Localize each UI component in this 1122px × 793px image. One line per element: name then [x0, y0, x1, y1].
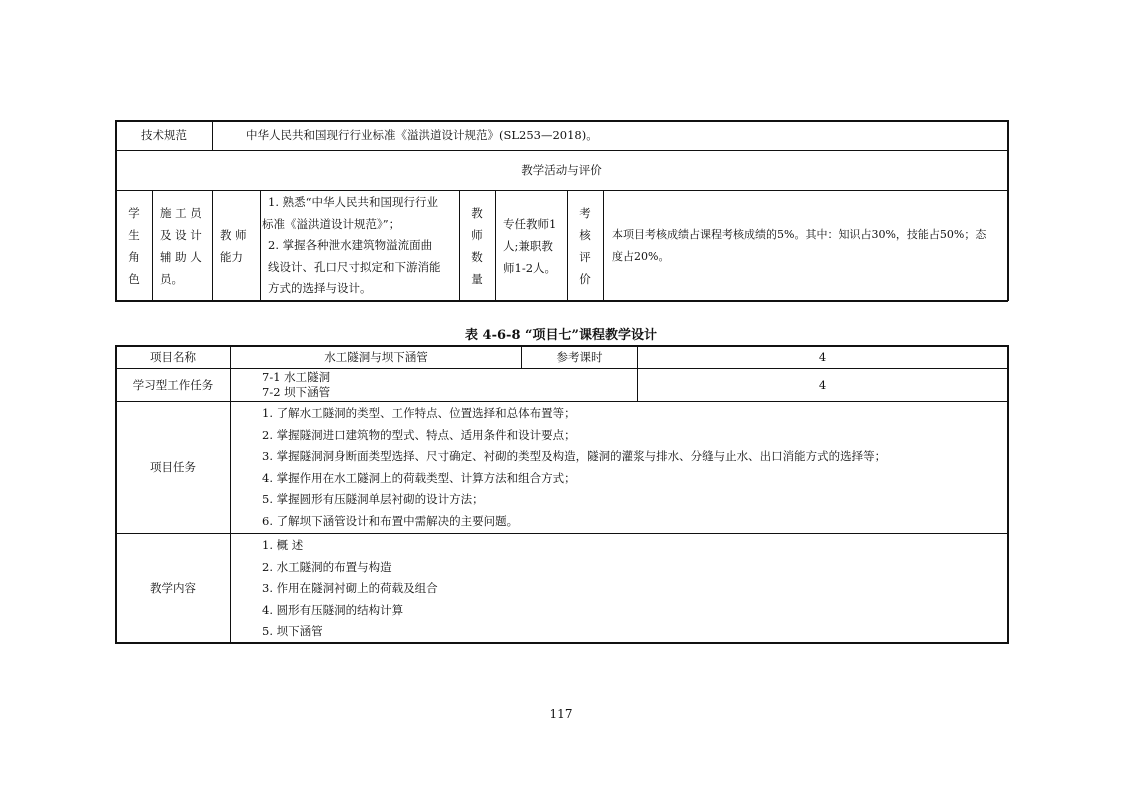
- tech-spec-label: 技术规范: [141, 128, 187, 142]
- student-role-value: 施 工 员 及 设 计 辅 助 人 员。: [160, 206, 202, 286]
- teaching-content-label: 教学内容: [150, 581, 196, 595]
- project-name-label: 项目名称: [150, 350, 196, 364]
- ref-hours-value: 4: [818, 350, 827, 364]
- teacher-count-label: 教 师 数 量: [471, 206, 483, 286]
- teaching-content-list: [262, 535, 438, 643]
- table-caption: 表 4-6-8 “项目七”课程教学设计: [465, 328, 657, 343]
- work-task-hours: 4: [818, 378, 827, 392]
- teacher-ability-label: 教 师 能力: [220, 228, 247, 264]
- teacher-ability-value: 1. 熟悉“中华人民共和国现行行业 标准《溢洪道设计规范》”； 2. 掌握各种泄水建筑物溢流面曲 线设计、孔口尺寸拟定和下游消能 方式的选择与设计。: [262, 195, 441, 295]
- assessment-label: 考 核 评 价: [579, 206, 591, 286]
- teacher-count-value: 专任教师1 人;兼职教 师1-2人。: [503, 217, 557, 275]
- page-number: 117: [549, 707, 573, 721]
- list-item: 1. 了解水工隧洞的类型、工作特点、位置选择和总体布置等；: [262, 406, 576, 420]
- student-role-label: 学 生 角 色: [128, 206, 140, 286]
- list-item: 1. 概 述: [262, 538, 304, 552]
- list-item: 3. 掌握隧洞洞身断面类型选择、尺寸确定、衬砌的类型及构造，隧洞的灌浆与排水、分缝与止水、出口消能方式的选择等；: [262, 449, 887, 464]
- work-task-items: 7-1 水工隧洞 7-2 坝下涵管: [262, 370, 331, 399]
- project-name-value: 水工隧洞与坝下涵管: [324, 350, 428, 364]
- activity-header: 教学活动与评价: [521, 163, 602, 177]
- list-item: 5. 掌握圆形有压隧洞单层衬砌的设计方法；: [262, 492, 484, 507]
- project-tasks-list: [262, 403, 886, 533]
- list-item: 4. 圆形有压隧洞的结构计算: [262, 602, 404, 617]
- list-item: 6. 了解坝下涵管设计和布置中需解决的主要问题。: [262, 513, 519, 528]
- tech-spec-value: 中华人民共和国现行行业标准《溢洪道设计规范》(SL253—2018)。: [246, 128, 598, 142]
- work-task-label: 学习型工作任务: [132, 378, 214, 392]
- list-item: 3. 作用在隧洞衬砌上的荷载及组合: [262, 581, 438, 596]
- list-item: 4. 掌握作用在水工隧洞上的荷载类型、计算方法和组合方式；: [262, 470, 576, 485]
- list-item: 2. 掌握隧洞进口建筑物的型式、特点、适用条件和设计要点；: [262, 427, 576, 442]
- project-tasks-label: 项目任务: [150, 460, 196, 474]
- list-item: 5. 坝下涵管: [262, 624, 323, 639]
- ref-hours-label: 参考课时: [556, 350, 603, 364]
- assessment-value: 本项目考核成绩占课程考核成绩的5%。其中：知识占30%，技能占50%；态 度占20%。: [612, 228, 987, 263]
- list-item: 2. 水工隧洞的布置与构造: [262, 559, 392, 574]
